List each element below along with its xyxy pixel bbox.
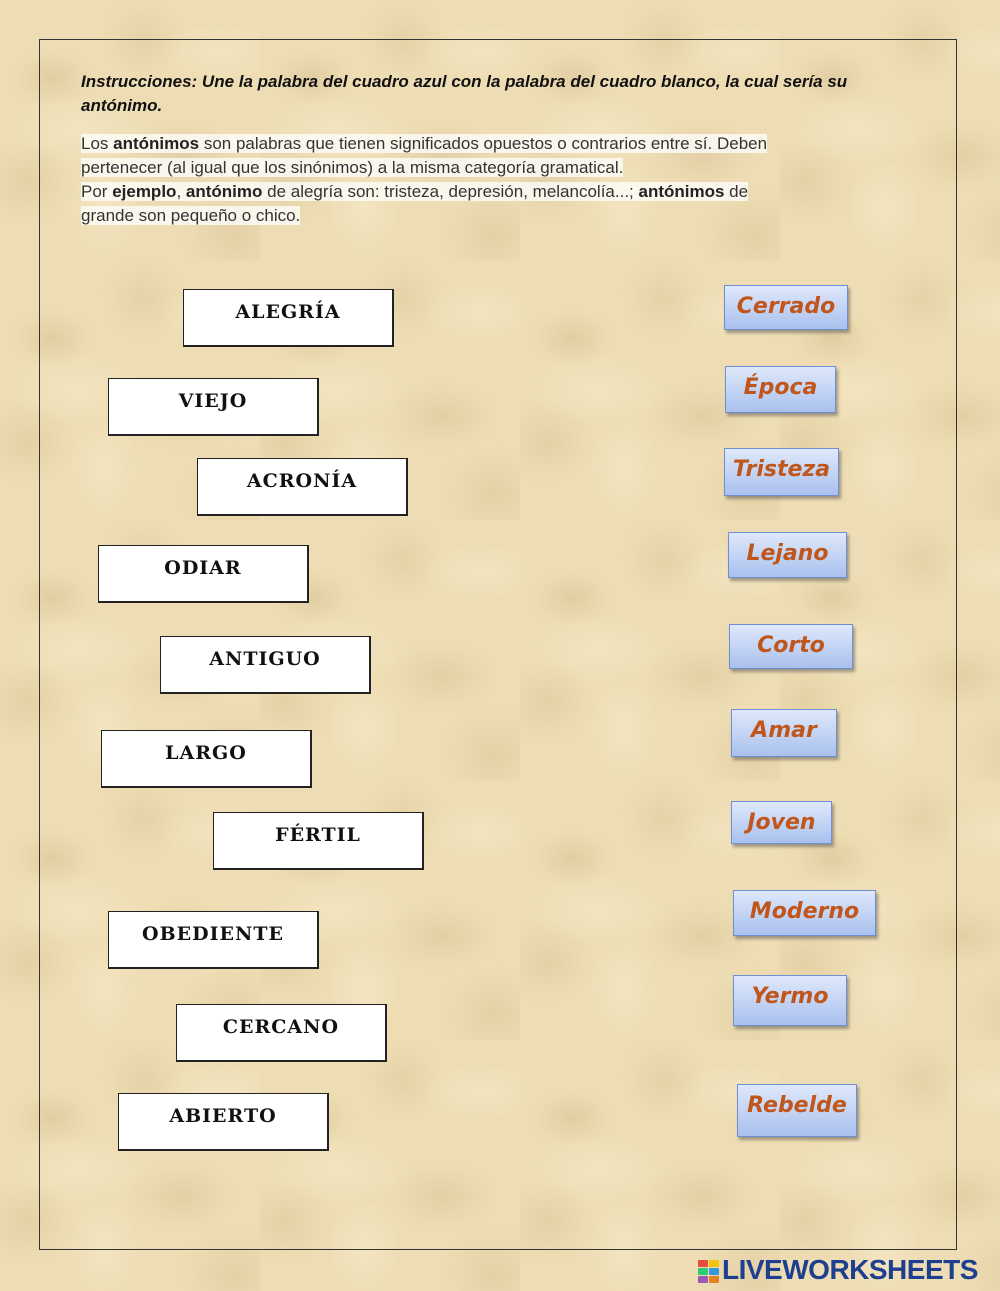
liveworksheets-logo [698, 1255, 978, 1285]
word-box-odiar[interactable]: ODIAR [98, 545, 309, 603]
answer-box-amar[interactable]: Amar [731, 709, 837, 757]
word-box-fertil[interactable]: FÉRTIL [213, 812, 424, 870]
answer-box-corto[interactable]: Corto [729, 624, 853, 669]
logo-icon [698, 1258, 720, 1282]
answer-box-rebelde[interactable]: Rebelde [737, 1084, 857, 1137]
word-box-antiguo[interactable]: ANTIGUO [160, 636, 371, 694]
answer-box-cerrado[interactable]: Cerrado [724, 285, 848, 330]
word-box-acronia[interactable]: ACRONÍA [197, 458, 408, 516]
definition-paragraph: Los antónimos son palabras que tienen significados opuestos o contrarios entre sí. Deben pertenecer (al igual que los sinónimos) a la misma categoría gramatical. Por ejemplo, antónimo de alegría son: tristeza, depresión, melancolía...; antónimos de grande son pequeño o chico. [81, 134, 768, 225]
answer-box-yermo[interactable]: Yermo [733, 975, 847, 1026]
answer-box-epoca[interactable]: Época [725, 366, 836, 413]
answer-box-lejano[interactable]: Lejano [728, 532, 847, 578]
answer-box-joven[interactable]: Joven [731, 801, 832, 844]
answer-box-moderno[interactable]: Moderno [733, 890, 876, 936]
answer-box-tristeza[interactable]: Tristeza [724, 448, 839, 496]
word-box-largo[interactable]: LARGO [101, 730, 312, 788]
word-box-alegria[interactable]: ALEGRÍA [183, 289, 394, 347]
word-box-abierto[interactable]: ABIERTO [118, 1093, 329, 1151]
instructions: Instrucciones: Une la palabra del cuadro azul con la palabra del cuadro blanco, la cual sería su antónimo. [81, 72, 848, 115]
word-box-obediente[interactable]: OBEDIENTE [108, 911, 319, 969]
word-box-cercano[interactable]: CERCANO [176, 1004, 387, 1062]
logo-text: LIVEWORKSHEETS [722, 1254, 978, 1285]
word-box-viejo[interactable]: VIEJO [108, 378, 319, 436]
